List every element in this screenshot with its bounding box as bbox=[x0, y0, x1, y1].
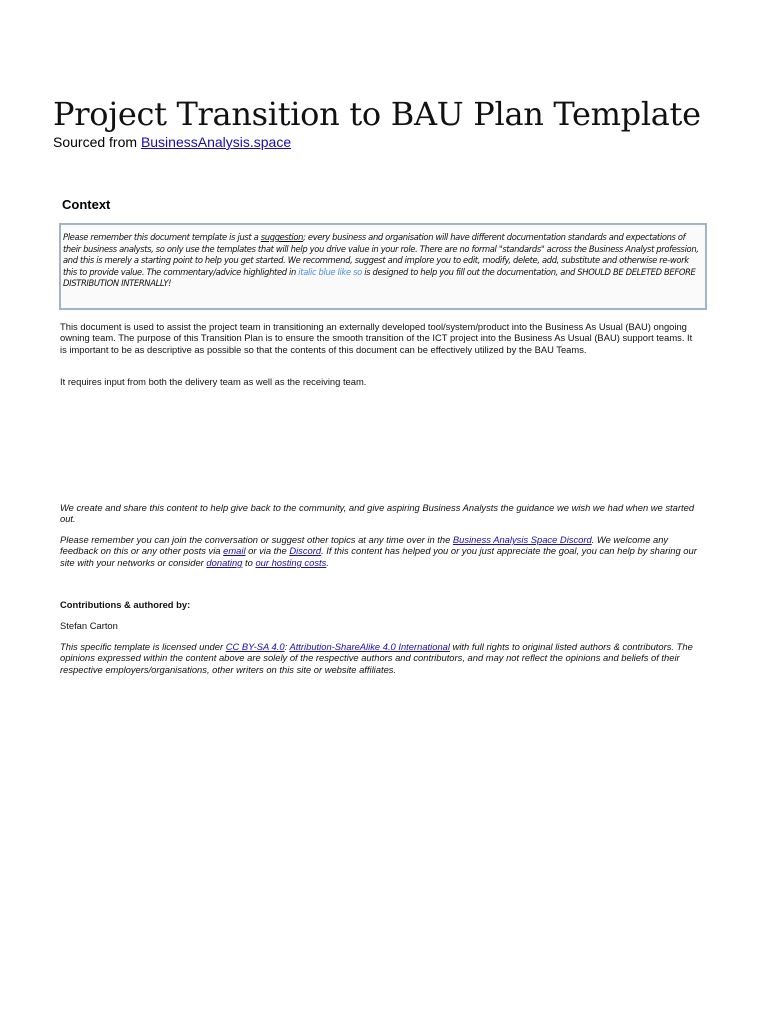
source-line bbox=[53, 134, 291, 150]
license-text-b: : bbox=[284, 641, 290, 652]
donating-link[interactable]: donating bbox=[206, 556, 243, 568]
community-paragraph-2 bbox=[60, 534, 700, 568]
community-text-a: Please remember you can join the conversation or suggest other topics at any time over in the bbox=[60, 534, 453, 545]
contributions-heading: Contributions & authored by: bbox=[60, 599, 191, 610]
context-paragraph-1: This document is used to assist the project team in transitioning an externally developed tool/system/product into the Business As Usual (BAU) ongoing owning team. The purpose of this Transition Plan is to ensure the smooth transition of the ICT project into the Business As Usual (BAU) support teams. It is important to be as descriptive as possible so that the contents of this document can be effectively utilized by the BAU Teams. bbox=[60, 321, 693, 355]
license-text-a: This specific template is licensed under bbox=[60, 641, 226, 652]
source-link[interactable]: BusinessAnalysis.space bbox=[140, 134, 292, 150]
context-heading: Context bbox=[62, 197, 111, 212]
notice-text-3: is designed to help you fill out the documentation, and SHOULD BE DELETED BEFORE DISTRIBUTION INTERNALLY! bbox=[63, 266, 696, 289]
community-text-f: . bbox=[326, 556, 329, 568]
license-paragraph bbox=[60, 641, 700, 675]
notice-suggestion: suggestion bbox=[260, 232, 304, 242]
template-notice-box bbox=[59, 223, 707, 310]
context-paragraph-2: It requires input from both the delivery team as well as the receiving team. bbox=[60, 376, 367, 387]
hosting-costs-link[interactable]: our hosting costs bbox=[255, 556, 327, 568]
community-text-c: or via the bbox=[245, 545, 290, 557]
email-link[interactable]: email bbox=[223, 545, 246, 557]
community-text-d: . If this content has helped you or you just appreciate the goal, you can help by sharing our site with your networks or consider bbox=[60, 545, 697, 568]
cc-by-sa-link[interactable]: CC BY-SA 4.0 bbox=[225, 641, 285, 652]
license-text-c: with full rights to original listed authors & contributors. The opinions expressed within the content above are solely of the respective authors and contributors, and may not reflect the opinions and beliefs of their respective employers/organisations, other writers on this site or website affiliates. bbox=[60, 641, 693, 675]
discord-link[interactable]: Discord bbox=[289, 545, 322, 557]
community-paragraph-1: We create and share this content to help give back to the community, and give aspiring Business Analysts the guidance we wish we had when we started out. bbox=[60, 502, 695, 525]
author-name: Stefan Carton bbox=[60, 620, 118, 631]
discord-space-link[interactable]: Business Analysis Space Discord bbox=[452, 534, 592, 545]
source-prefix: Sourced from bbox=[53, 134, 141, 150]
notice-text-1: Please remember this document template is just a bbox=[63, 232, 261, 242]
attribution-sharealike-link[interactable]: Attribution-ShareAlike 4.0 International bbox=[289, 641, 450, 652]
notice-text-2: ; every business and organisation will have different documentation standards and expectations of their business analysts, so only use the templates that will help you drive value in your role. There are no formal "standards" across the Business Analyst profession, and this is merely a starting point to help you get started. We recommend, suggest and implore you to edit, modify, delete, add, substitute and otherwise re-work this to provide value. The commentary/advice highlighted in bbox=[63, 232, 699, 277]
community-text-b: . We welcome any feedback on this or any other posts via bbox=[60, 534, 669, 557]
community-text-e: to bbox=[242, 556, 256, 568]
notice-blue-example: italic blue like so bbox=[298, 266, 362, 277]
page-title: Project Transition to BAU Plan Template bbox=[53, 95, 701, 133]
